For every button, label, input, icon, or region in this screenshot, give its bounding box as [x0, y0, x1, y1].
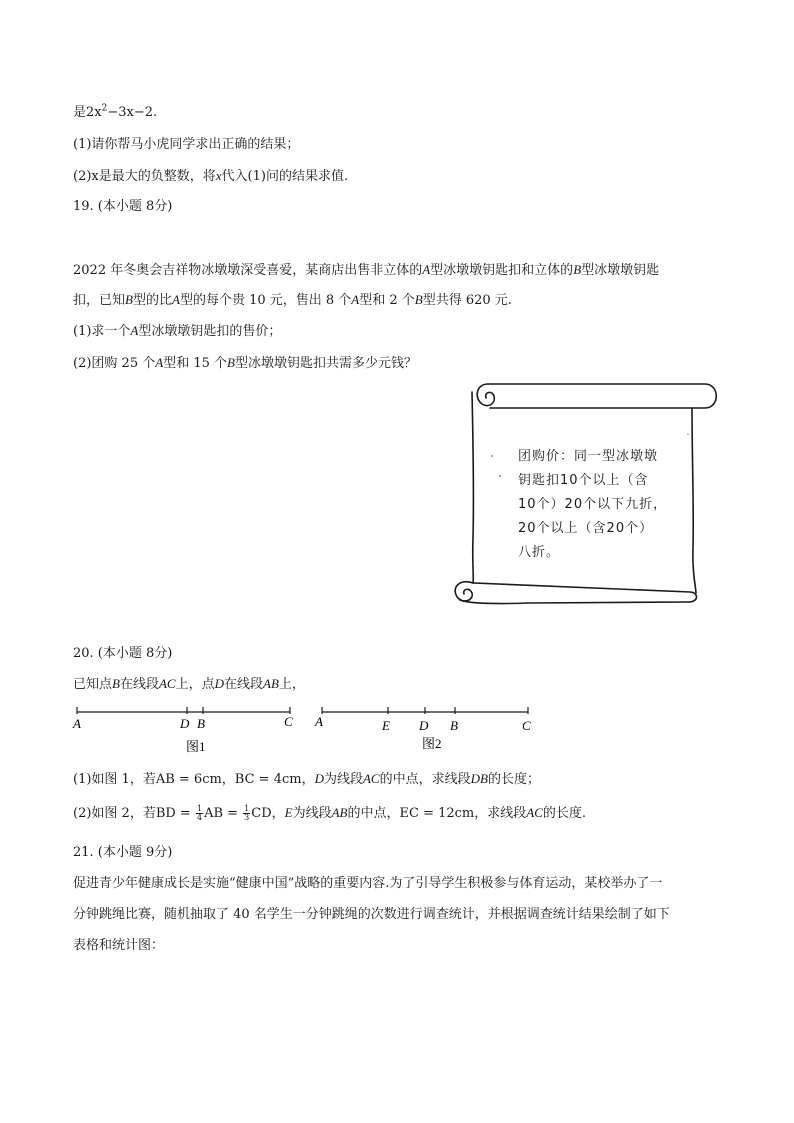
- q18-part2-var: x: [215, 168, 222, 183]
- q19-p2-c: 型冰墩墩钥匙扣共需多少元钱？: [234, 356, 417, 371]
- q19-p2-a: (2)团购 25 个: [73, 356, 156, 371]
- fraction-one-quarter: [196, 805, 203, 822]
- fig2-point-B: B: [450, 718, 458, 733]
- q21-stem-line2: 分钟跳绳比赛，随机抽取了 40 名学生一分钟跳绳的次数进行调查统计，并根据调查统计结果绘制了如下: [73, 907, 670, 922]
- q20-stem: [73, 676, 305, 693]
- q19-p2-A: A: [155, 355, 164, 370]
- q19-l1-a: 2022 年冬奥会吉祥物冰墩墩深受喜爱，某商店出售非立体的: [73, 263, 423, 278]
- q19-stem-line1: [73, 262, 659, 279]
- q19-l2-A2: A: [351, 292, 360, 307]
- q19-l1-B: B: [573, 262, 582, 277]
- figure-1-segment: [70, 702, 300, 758]
- q19-part2: [73, 355, 417, 372]
- fig1-point-C: C: [284, 714, 293, 729]
- q18-part2: [73, 168, 348, 185]
- q21-stem-line3: 表格和统计图：: [73, 938, 165, 953]
- q20-stem-e: 上，: [278, 677, 305, 692]
- scroll-line: 团购价：同一型冰墩墩: [518, 449, 659, 464]
- q20-stem-AC: AC: [158, 676, 176, 691]
- scroll-line: 八折。: [518, 545, 561, 560]
- q18-part2-text-a: (2)x是最大的负整数，将: [73, 169, 216, 184]
- q19-l2-c: 型的每个贵 10 元，售出 8 个: [179, 293, 352, 308]
- q19-p1-A: A: [130, 323, 139, 338]
- q20-p1-a: (1)如图 1，若AB = 6cm，BC = 4cm，: [73, 772, 315, 787]
- q18-part2-text-b: 代入(1)问的结果求值.: [221, 169, 349, 184]
- q19-l2-B: B: [125, 292, 133, 307]
- frac2-num: 1: [244, 804, 250, 813]
- frac2-den: 3: [244, 813, 250, 822]
- frac1-den: 4: [196, 813, 203, 822]
- q21-header: 21. (本小题 9分): [73, 845, 173, 860]
- q19-p1-a: (1)求一个: [73, 324, 131, 339]
- q20-part2: [73, 805, 586, 822]
- q18-answer-exponent: 2: [101, 103, 108, 114]
- fig1-caption: 图1: [186, 739, 206, 754]
- q20-p2-c: CD，: [251, 806, 285, 821]
- fig2-point-D: D: [419, 718, 429, 733]
- q20-p1-D: D: [314, 771, 324, 786]
- q20-p2-a: (2)如图 2，若BD =: [73, 806, 191, 821]
- q20-p1-AC: AC: [362, 771, 380, 786]
- fig1-point-A: A: [73, 716, 81, 731]
- scroll-text: [518, 445, 688, 565]
- q20-part1: [73, 771, 540, 788]
- q20-p2-AC: AC: [526, 805, 543, 820]
- q20-p2-e: 的中点，EC = 12cm，求线段: [347, 806, 527, 821]
- q21-stem-line1: 促进青少年健康成长是实施“健康中国”战略的重要内容.为了引导学生积极参与体育运动，某校举办了一: [73, 876, 663, 891]
- q19-p2-B: B: [227, 355, 235, 370]
- q20-p2-d: 为线段: [292, 806, 332, 821]
- q19-l2-b: 型的比: [132, 293, 172, 308]
- q19-l2-d: 型和 2 个: [359, 293, 415, 308]
- scroll-speck: [687, 433, 689, 435]
- q19-l2-A: A: [171, 292, 180, 307]
- q19-p2-b: 型和 15 个: [163, 356, 227, 371]
- fig2-point-A: A: [315, 714, 323, 729]
- q18-answer-suffix: −3x−2.: [107, 105, 158, 120]
- q20-p1-DB: DB: [470, 771, 488, 786]
- q20-stem-B: B: [112, 676, 120, 691]
- q19-l2-a: 扣，已知: [73, 293, 126, 308]
- q20-p2-AB: AB: [331, 805, 348, 820]
- q19-stem-line2: [73, 292, 512, 309]
- q19-part1: [73, 323, 281, 340]
- scroll-speck: [491, 455, 493, 457]
- q19-l1-b: 型冰墩墩钥匙扣和立体的: [430, 263, 574, 278]
- fig2-caption: 图2: [422, 736, 442, 751]
- scroll-line: 20个以上（含20个）: [518, 521, 654, 536]
- q20-p1-d: 的长度；: [487, 772, 540, 787]
- fig2-point-E: E: [382, 718, 390, 733]
- scroll-speck: [499, 475, 501, 477]
- fig1-point-B: B: [197, 716, 205, 731]
- fig1-point-D: D: [180, 716, 190, 731]
- q20-stem-D: D: [214, 676, 225, 691]
- q20-p1-b: 为线段: [323, 772, 363, 787]
- scroll-line: 钥匙扣10个以上（含: [518, 473, 649, 488]
- q18-answer-prefix: 是2x: [73, 105, 102, 120]
- q19-p1-b: 型冰墩墩钥匙扣的售价；: [138, 324, 282, 339]
- q20-stem-AB: AB: [263, 676, 279, 691]
- q19-header: 19. (本小题 8分): [73, 199, 173, 214]
- q20-stem-c: 上，点: [175, 677, 215, 692]
- scroll-line: 10个）20个以下九折，: [518, 497, 668, 512]
- q18-part1: (1)请你帮马小虎同学求出正确的结果；: [73, 137, 300, 152]
- q20-stem-d: 在线段: [224, 677, 264, 692]
- q19-l1-A: A: [422, 262, 431, 277]
- q19-l1-c: 型冰墩墩钥匙: [581, 263, 660, 278]
- q18-answer-line: [73, 105, 157, 121]
- q19-l2-e: 型共得 620 元.: [422, 293, 512, 308]
- q20-header: 20. (本小题 8分): [73, 646, 173, 661]
- figure-2-segment: [312, 702, 542, 758]
- fraction-one-third: [243, 805, 250, 822]
- q20-p1-c: 的中点，求线段: [379, 772, 471, 787]
- q20-p2-E: E: [284, 805, 293, 820]
- q20-p2-f: 的长度.: [542, 806, 587, 821]
- q20-stem-a: 已知点: [73, 677, 113, 692]
- frac1-num: 1: [196, 804, 203, 813]
- q20-stem-b: 在线段: [119, 677, 159, 692]
- q19-l2-B2: B: [414, 292, 423, 307]
- q20-p2-b: AB =: [204, 806, 239, 821]
- fig2-point-C: C: [522, 718, 531, 733]
